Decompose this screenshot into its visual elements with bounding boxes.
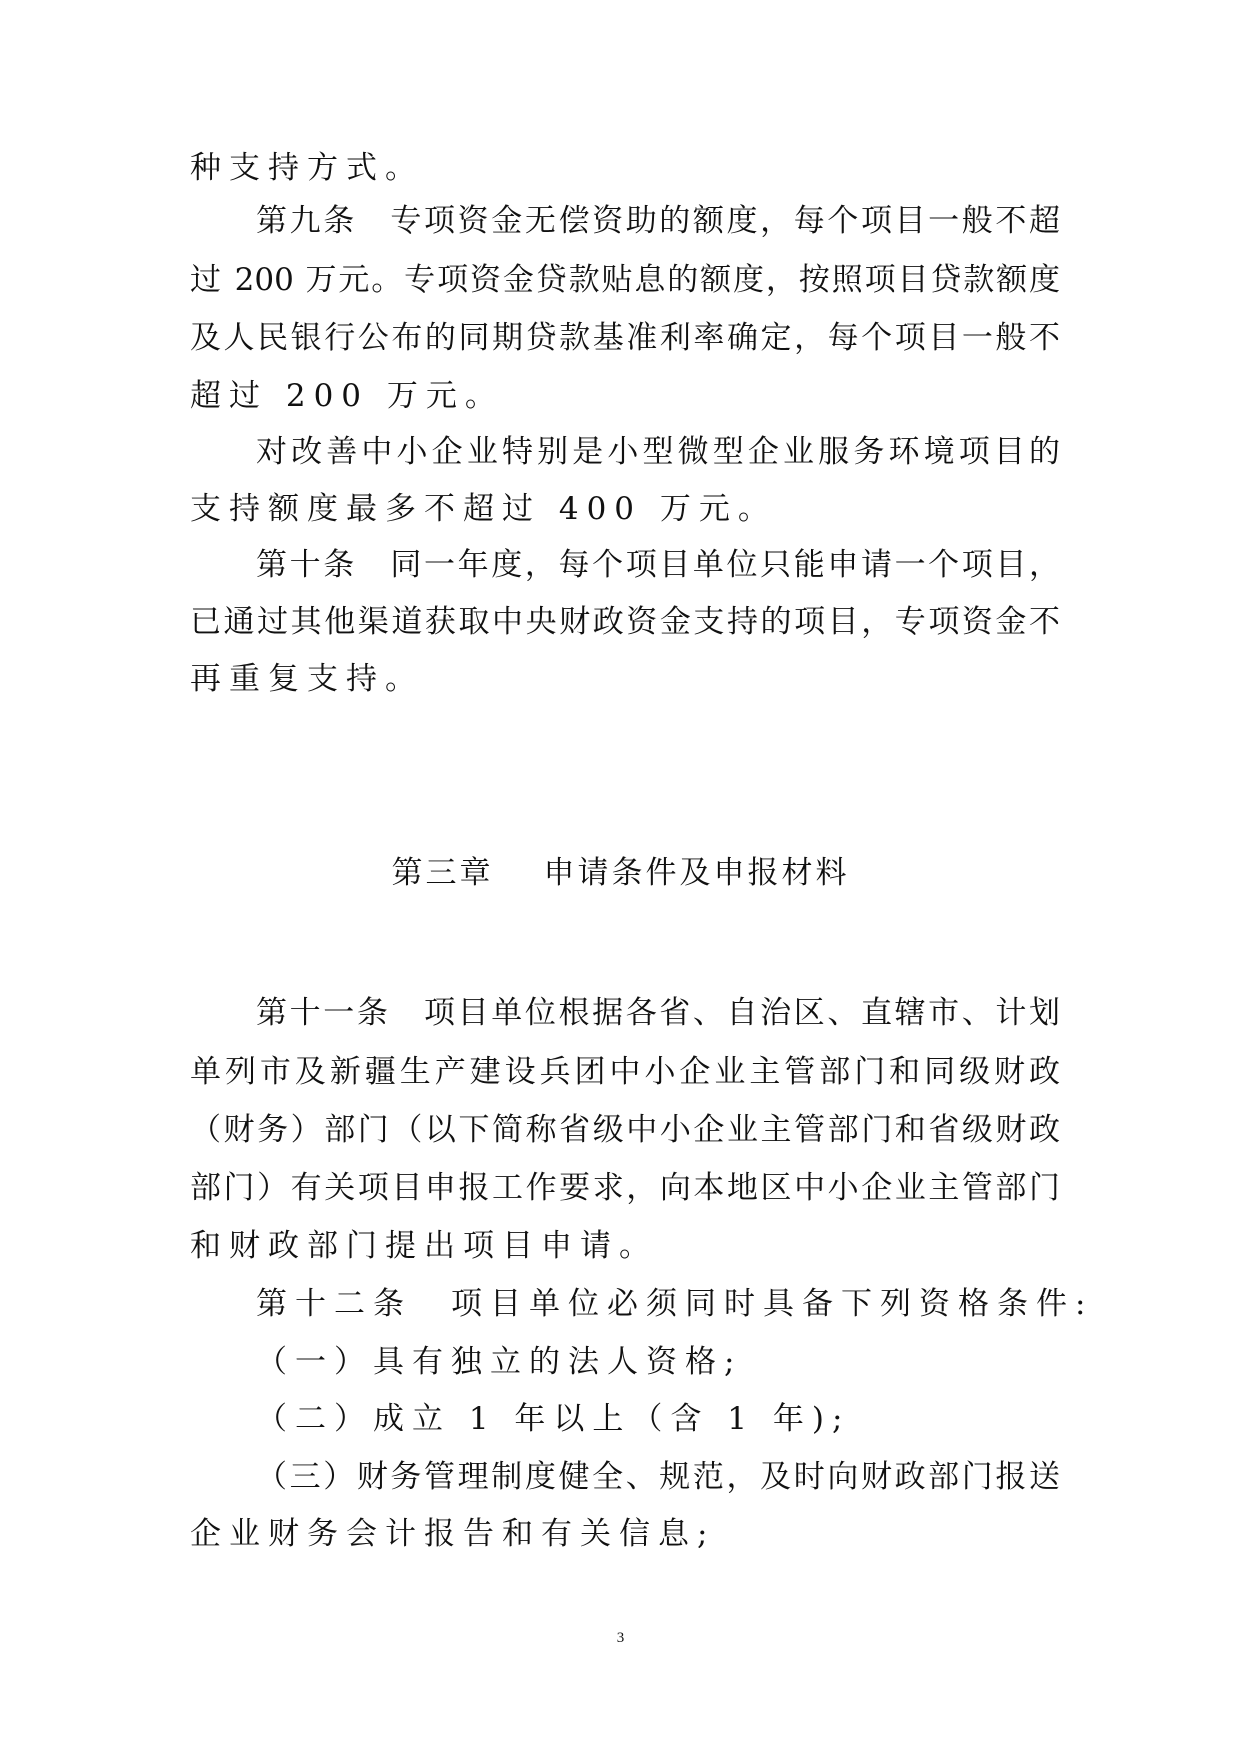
- paragraph-line: 和财政部门提出项目申请。: [190, 1228, 658, 1264]
- chapter-title: 申请条件及申报材料: [543, 855, 850, 891]
- paragraph-line: 支持额度最多不超过 400 万元。: [190, 491, 777, 527]
- paragraph-line: 单列市及新疆生产建设兵团中小企业主管部门和同级财政: [190, 1054, 1060, 1090]
- article-10-line: 第十条 同一年度，每个项目单位只能申请一个项目，: [256, 547, 1060, 583]
- paragraph-line: 已通过其他渠道获取中央财政资金支持的项目，专项资金不: [190, 604, 1060, 640]
- list-item: （二）成立 1 年以上（含 1 年);: [256, 1401, 851, 1437]
- list-item: （三）财务管理制度健全、规范，及时向财政部门报送: [256, 1459, 1060, 1495]
- list-item: （一）具有独立的法人资格;: [256, 1344, 743, 1380]
- paragraph-line: 对改善中小企业特别是小型微型企业服务环境项目的: [256, 434, 1060, 470]
- chapter-number: 第三章: [391, 855, 494, 891]
- paragraph-line: 超过 200 万元。: [190, 378, 504, 414]
- paragraph-line: 种支持方式。: [190, 150, 424, 186]
- paragraph-line: 过 200 万元。专项资金贷款贴息的额度，按照项目贷款额度: [190, 262, 1060, 298]
- article-12-line: 第十二条 项目单位必须同时具备下列资格条件:: [256, 1286, 1094, 1322]
- chapter-heading: [0, 853, 1241, 893]
- paragraph-line: （财务）部门（以下简称省级中小企业主管部门和省级财政: [190, 1112, 1060, 1148]
- paragraph-line: 企业财务会计报告和有关信息;: [190, 1516, 716, 1552]
- article-11-line: 第十一条 项目单位根据各省、自治区、直辖市、计划: [256, 995, 1060, 1031]
- paragraph-line: 及人民银行公布的同期贷款基准利率确定，每个项目一般不: [190, 320, 1060, 356]
- paragraph-line: 部门）有关项目申报工作要求，向本地区中小企业主管部门: [190, 1170, 1060, 1206]
- article-9-line: 第九条 专项资金无偿资助的额度，每个项目一般不超: [256, 203, 1060, 239]
- paragraph-line: 再重复支持。: [190, 661, 424, 697]
- page-number: 3: [616, 1630, 625, 1646]
